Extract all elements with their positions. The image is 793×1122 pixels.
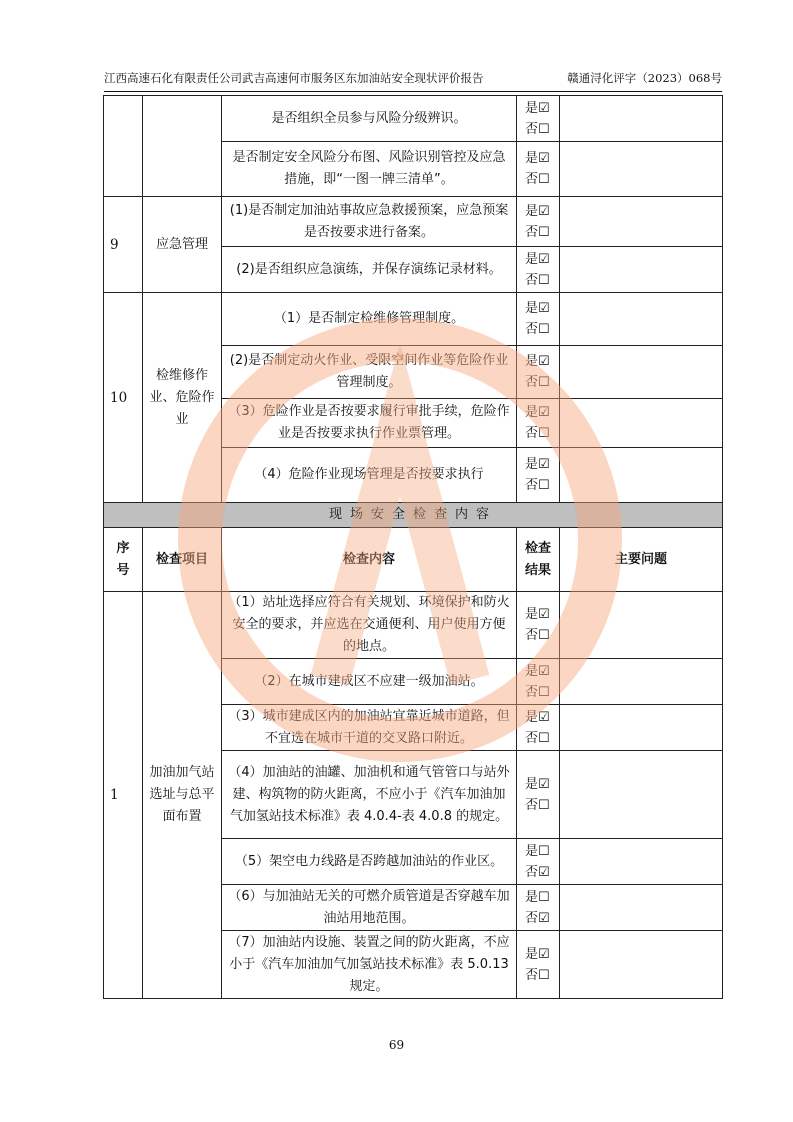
check-item: 加油加气站选址与总平面布置: [143, 592, 222, 999]
check-content: （3）城市建成区内的加油站宜靠近城市道路，但不宜选在城市干道的交叉路口附近。: [222, 705, 517, 751]
result-no: 否☐: [525, 375, 550, 390]
result-no: 否☐: [525, 426, 550, 441]
check-content: 是否组织全员参与风险分级辨识。: [222, 96, 517, 142]
row-number: 9: [104, 197, 143, 293]
result-no: 否☐: [525, 121, 550, 137]
section-title: 现场安全检查内容: [104, 503, 723, 528]
check-result: [517, 142, 560, 197]
check-result: [517, 247, 560, 293]
result-yes: 是☑: [525, 946, 550, 962]
result-yes: 是☐: [525, 889, 550, 905]
result-yes: 是☑: [525, 251, 550, 267]
result-no: 否☐: [525, 478, 550, 493]
main-issue: [560, 448, 723, 503]
check-item: 检维修作业、危险作业: [143, 293, 222, 503]
result-no: 否☐: [525, 684, 550, 700]
row-number: 1: [104, 592, 143, 999]
check-content: （5）架空电力线路是否跨越加油站的作业区。: [222, 839, 517, 885]
result-no: 否☐: [525, 224, 550, 240]
check-result: [517, 197, 560, 247]
result-no: 否☐: [525, 172, 550, 187]
check-content: (2)是否制定动火作业、受限空间作业等危险作业管理制度。: [222, 346, 517, 399]
check-result: [517, 659, 560, 705]
main-issue: [560, 142, 723, 197]
table-row: [104, 96, 723, 142]
result-yes: 是☑: [525, 301, 550, 316]
main-issue: [560, 247, 723, 293]
check-content: （4）危险作业现场管理是否按要求执行: [222, 448, 517, 503]
table-row: [104, 197, 723, 247]
check-result: [517, 592, 560, 659]
result-yes: 是☑: [525, 100, 550, 116]
check-content: （2）在城市建成区不应建一级加油站。: [222, 659, 517, 705]
check-content: （7）加油站内设施、装置之间的防火距离，不应小于《汽车加油加气加氢站技术标准》表 5.0.13 规定。: [222, 931, 517, 999]
result-yes: 是☑: [525, 151, 550, 166]
check-result: [517, 705, 560, 751]
result-no: 否☐: [525, 628, 550, 643]
col-seq: 序号: [104, 528, 143, 592]
col-content: 检查内容: [222, 528, 517, 592]
result-no: 否☐: [525, 272, 550, 288]
main-issue: [560, 839, 723, 885]
check-content: （4）加油站的油罐、加油机和通气管管口与站外建、构筑物的防火距离，不应小于《汽车加油加气加氢站技术标准》表 4.0.4-表 4.0.8 的规定。: [222, 751, 517, 839]
col-item: 检查项目: [143, 528, 222, 592]
check-content: (2)是否组织应急演练，并保存演练记录材料。: [222, 247, 517, 293]
main-issue: [560, 96, 723, 142]
result-yes: 是☐: [525, 843, 550, 859]
row-number: 10: [104, 293, 143, 503]
result-no: 否☐: [525, 797, 550, 813]
report-number: 赣通浔化评字（2023）068号: [567, 71, 722, 85]
page-header: [104, 70, 722, 86]
check-content: （3）危险作业是否按要求履行审批手续，危险作业是否按要求执行作业票管理。: [222, 399, 517, 448]
check-content: （1）是否制定检维修管理制度。: [222, 293, 517, 346]
result-yes: 是☑: [525, 776, 550, 792]
main-issue: [560, 346, 723, 399]
result-yes: 是☑: [525, 203, 550, 219]
check-result: [517, 751, 560, 839]
main-issue: [560, 293, 723, 346]
result-yes: 是☑: [525, 354, 550, 369]
result-yes: 是☑: [525, 405, 550, 420]
inspection-table: [103, 95, 723, 999]
main-issue: [560, 659, 723, 705]
result-no: 否☐: [525, 322, 550, 337]
section-heading-row: [104, 503, 723, 528]
check-result: [517, 399, 560, 448]
check-result: [517, 931, 560, 999]
result-yes: 是☑: [525, 709, 550, 725]
check-result: [517, 448, 560, 503]
result-yes: 是☑: [525, 607, 550, 622]
result-yes: 是☑: [525, 457, 550, 472]
check-result: [517, 96, 560, 142]
table-header-row: [104, 528, 723, 592]
header-divider: [104, 91, 722, 92]
result-no: 否☑: [525, 910, 550, 926]
result-no: 否☐: [525, 730, 550, 746]
check-item: 应急管理: [143, 197, 222, 293]
page-number: 69: [388, 1038, 405, 1052]
check-content: 是否制定安全风险分布图、风险识别管控及应急措施，即“一图一牌三清单”。: [222, 142, 517, 197]
main-issue: [560, 751, 723, 839]
check-result: [517, 293, 560, 346]
result-yes: 是☑: [525, 663, 550, 679]
check-result: [517, 839, 560, 885]
check-content: （1）站址选择应符合有关规划、环境保护和防火安全的要求，并应选在交通便利、用户使用方便的地点。: [222, 592, 517, 659]
check-result: [517, 885, 560, 931]
check-content: (1)是否制定加油站事故应急救援预案，应急预案是否按要求进行备案。: [222, 197, 517, 247]
result-no: 否☐: [525, 967, 550, 983]
check-result: [517, 346, 560, 399]
col-result: 检查结果: [517, 528, 560, 592]
result-no: 否☑: [525, 864, 550, 880]
report-title: 江西高速石化有限责任公司武吉高速何市服务区东加油站安全现状评价报告: [104, 71, 484, 85]
table-row: [104, 592, 723, 659]
main-issue: [560, 399, 723, 448]
col-issue: 主要问题: [560, 528, 723, 592]
main-issue: [560, 197, 723, 247]
check-content: （6）与加油站无关的可燃介质管道是否穿越车加油站用地范围。: [222, 885, 517, 931]
main-issue: [560, 931, 723, 999]
main-issue: [560, 705, 723, 751]
main-issue: [560, 592, 723, 659]
table-row: [104, 293, 723, 346]
main-issue: [560, 885, 723, 931]
